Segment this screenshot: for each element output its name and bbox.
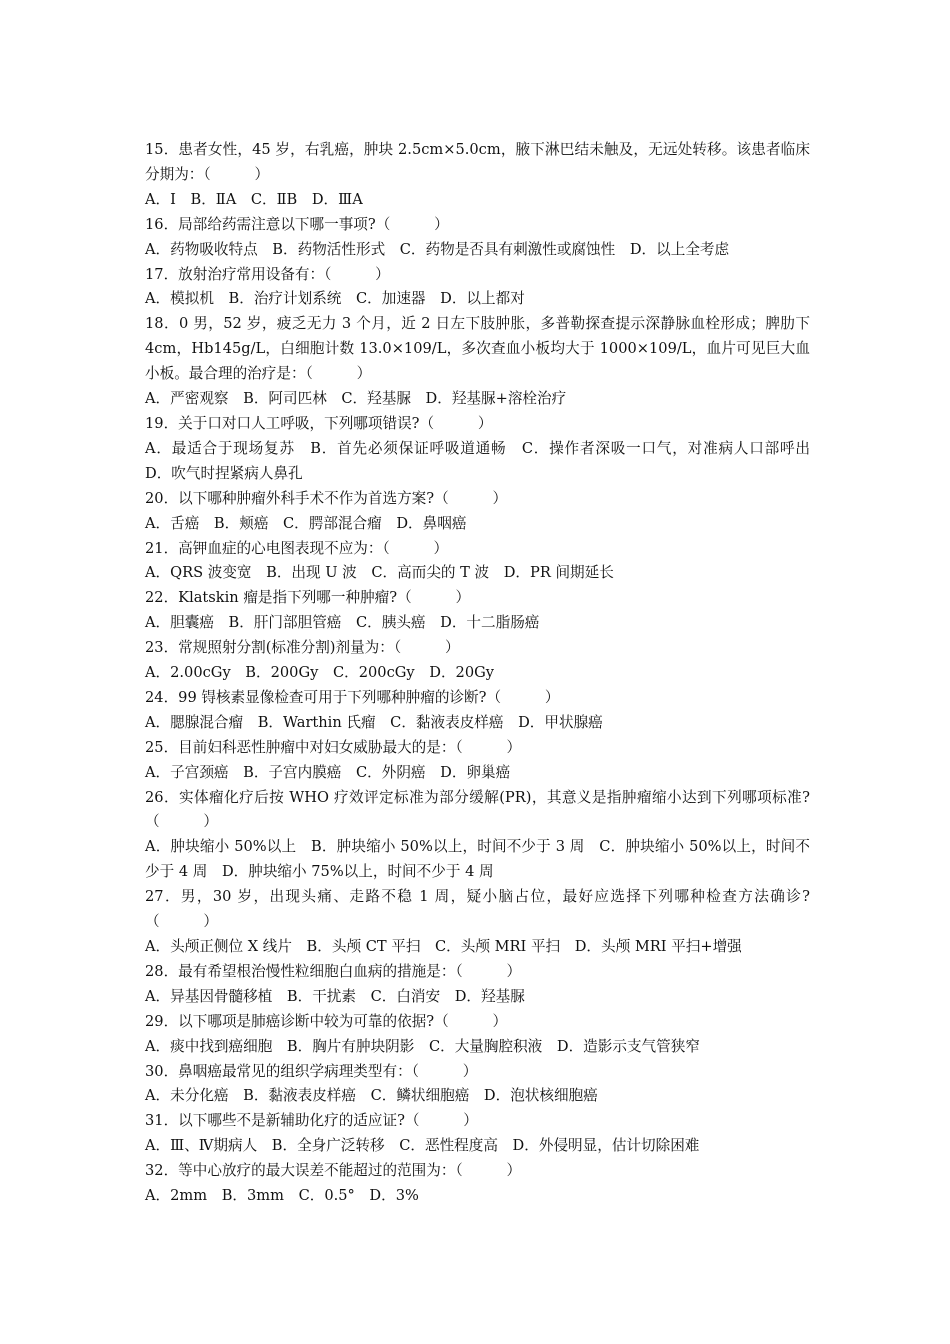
- question-22-stem: 22．Klatskin 瘤是指下列哪一种肿瘤?（ ）: [145, 589, 471, 607]
- question-25-options: A．子宫颈癌 B．子宫内膜癌 C．外阴癌 D．卵巢癌: [145, 763, 511, 781]
- question-26-options: A．肿块缩小 50%以上 B．肿块缩小 50%以上，时间不少于 3 周 C．肿块缩小 50%以上，时间不少于 4 周 D．肿块缩小 75%以上，时间不少于 4 周: [145, 838, 810, 881]
- question-24-options: A．腮腺混合瘤 B．Warthin 氏瘤 C．黏液表皮样癌 D．甲状腺癌: [145, 713, 603, 731]
- question-16-stem: 16．局部给药需注意以下哪一事项?（ ）: [145, 215, 449, 233]
- question-28-stem: 28．最有希望根治慢性粒细胞白血病的措施是：（ ）: [145, 962, 522, 980]
- question-18-options: A．严密观察 B．阿司匹林 C．羟基脲 D．羟基脲+溶栓治疗: [145, 390, 567, 408]
- question-15-options: A．Ⅰ B．ⅡA C．ⅡB D．ⅢA: [145, 190, 363, 208]
- question-21-options: A．QRS 波变宽 B．出现 U 波 C．高而尖的 T 波 D．PR 间期延长: [145, 564, 614, 582]
- question-28-options: A．异基因骨髓移植 B．干扰素 C．白消安 D．羟基脲: [145, 987, 525, 1005]
- question-21-stem: 21．高钾血症的心电图表现不应为：（ ）: [145, 539, 449, 557]
- question-16-options: A．药物吸收特点 B．药物活性形式 C．药物是否具有刺激性或腐蚀性 D．以上全考虑: [145, 240, 730, 258]
- question-27-options: A．头颅正侧位 X 线片 B．头颅 CT 平扫 C．头颅 MRI 平扫 D．头颅 MRI 平扫+增强: [145, 938, 742, 955]
- question-15-stem: 15．患者女性，45 岁，右乳癌，肿块 2.5cm×5.0cm，腋下淋巴结未触及，无远处转移。该患者临床分期为：（ ）: [145, 141, 810, 183]
- question-17-options: A．模拟机 B．治疗计划系统 C．加速器 D．以上都对: [145, 290, 525, 308]
- question-30-options: A．未分化癌 B．黏液表皮样癌 C．鳞状细胞癌 D．泡状核细胞癌: [145, 1087, 598, 1105]
- question-24-stem: 24．99 锝核素显像检查可用于下列哪种肿瘤的诊断?（ ）: [145, 688, 560, 706]
- question-17-stem: 17．放射治疗常用设备有：（ ）: [145, 265, 390, 283]
- question-26-stem: 26．实体瘤化疗后按 WHO 疗效评定标准为部分缓解(PR)，其意义是指肿瘤缩小达到下列哪项标准?（ ）: [145, 788, 810, 831]
- question-29-options: A．痰中找到癌细胞 B．胸片有肿块阴影 C．大量胸腔积液 D．造影示支气管狭窄: [145, 1037, 700, 1055]
- question-20-stem: 20．以下哪种肿瘤外科手术不作为首选方案?（ ）: [145, 489, 508, 507]
- question-23-options: A．2.00cGy B．200Gy C．200cGy D．20Gy: [145, 664, 495, 682]
- question-30-stem: 30．鼻咽癌最常见的组织学病理类型有：（ ）: [145, 1062, 478, 1080]
- document-body: [145, 138, 825, 1209]
- question-23-stem: 23．常规照射分割(标准分割)剂量为：（ ）: [145, 639, 460, 657]
- question-32-stem: 32．等中心放疗的最大误差不能超过的范围为：（ ）: [145, 1162, 522, 1180]
- question-25-stem: 25．目前妇科恶性肿瘤中对妇女威胁最大的是：（ ）: [145, 738, 522, 756]
- question-31-stem: 31．以下哪些不是新辅助化疗的适应证?（ ）: [145, 1112, 478, 1130]
- question-18-stem: 18．0 男，52 岁，疲乏无力 3 个月，近 2 日左下肢肿胀，多普勒探查提示深静脉血栓形成；脾肋下 4cm，Hb145g/L，白细胞计数 13.0×109/L，多次查血小板均大于 1000×109/L，血片可见巨大血小板。最合理的治疗是：（ ）: [145, 315, 810, 383]
- question-29-stem: 29．以下哪项是肺癌诊断中较为可靠的依据?（ ）: [145, 1012, 508, 1030]
- question-31-options: A．Ⅲ、Ⅳ期病人 B．全身广泛转移 C．恶性程度高 D．外侵明显，估计切除困难: [145, 1137, 700, 1155]
- question-20-options: A．舌癌 B．颊癌 C．腭部混合瘤 D．鼻咽癌: [145, 514, 467, 532]
- question-27-stem: 27．男，30 岁，出现头痛、走路不稳 1 周，疑小脑占位，最好应选择下列哪种检查方法确诊?（ ）: [145, 888, 810, 931]
- question-32-options: A．2mm B．3mm C．0.5° D．3%: [145, 1187, 419, 1205]
- question-19-options: A．最适合于现场复苏 B．首先必须保证呼吸道通畅 C．操作者深吸一口气，对准病人口部呼出 D．吹气时捏紧病人鼻孔: [145, 439, 825, 482]
- question-22-options: A．胆囊癌 B．肝门部胆管癌 C．胰头癌 D．十二脂肠癌: [145, 614, 540, 632]
- question-19-stem: 19．关于口对口人工呼吸，下列哪项错误?（ ）: [145, 414, 493, 432]
